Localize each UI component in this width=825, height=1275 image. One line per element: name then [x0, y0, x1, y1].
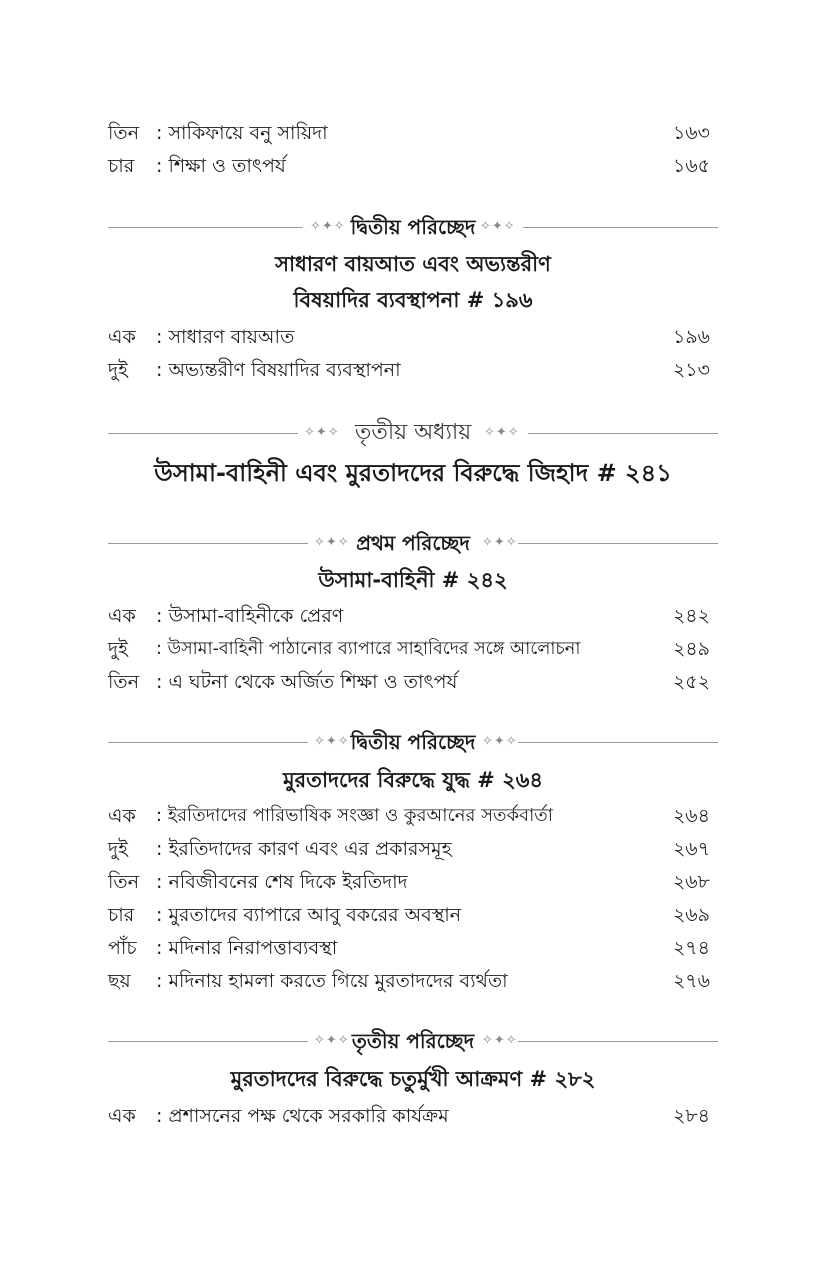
ornament-left: ✧✦✧	[314, 1033, 350, 1048]
entry-page: ১৬৩	[672, 122, 710, 144]
toc-entry	[108, 667, 710, 697]
ornament-right: ✧✦✧	[480, 219, 516, 234]
ornament-left: ✧✦✧	[310, 219, 346, 234]
ornament-right: ✧✦✧	[482, 1033, 518, 1048]
toc-entry	[108, 322, 710, 352]
entry-number: এক	[108, 605, 136, 627]
section-heading: বিষয়াদির ব্যবস্থাপনা # ১৯৬	[293, 288, 533, 312]
entry-number: চার	[108, 904, 135, 926]
entry-title: : এ ঘটনা থেকে অর্জিত শিক্ষা ও তাৎপর্য	[156, 671, 458, 693]
entry-title: : ইরতিদাদের কারণ এবং এর প্রকারসমূহ	[156, 838, 452, 860]
ornament-right: ✧✦✧	[484, 425, 520, 440]
ornament-left: ✧✦✧	[304, 425, 340, 440]
entry-page: ২৪২	[672, 605, 710, 627]
ornament-right: ✧✦✧	[482, 734, 518, 749]
entry-page: ২৮৪	[672, 1105, 710, 1127]
section-heading: উসামা-বাহিনী # ২৪২	[318, 568, 508, 592]
ornament-right: ✧✦✧	[482, 535, 518, 550]
entry-page: ২৬৮	[672, 871, 710, 893]
chapter-divider	[108, 416, 718, 450]
entry-page: ২৪৯	[672, 638, 710, 660]
entry-title: : শিক্ষা ও তাৎপর্য	[156, 155, 286, 177]
section-title: প্রথম পরিচ্ছেদ	[356, 531, 470, 555]
chapter-heading: উসামা-বাহিনী এবং মুরতাদদের বিরুদ্ধে জিহাদ # ২৪১	[154, 459, 672, 487]
entry-title: : উসামা-বাহিনীকে প্রেরণ	[156, 605, 344, 627]
toc-entry	[108, 933, 710, 963]
entry-title: : মদিনার নিরাপত্তাব্যবস্থা	[156, 937, 338, 959]
entry-number: দুই	[108, 638, 128, 660]
entry-number: তিন	[108, 671, 140, 693]
entry-page: ২৬৪	[672, 805, 710, 827]
toc-page	[108, 0, 718, 1275]
toc-entry	[108, 834, 710, 864]
entry-title: : অভ্যন্তরীণ বিষয়াদির ব্যবস্থাপনা	[156, 359, 401, 381]
entry-number: ছয়	[108, 970, 131, 992]
section-divider	[108, 1024, 718, 1058]
divider-line-right	[523, 227, 718, 228]
entry-page: ২১৩	[672, 359, 710, 381]
entry-title: : মদিনায় হামলা করতে গিয়ে মুরতাদদের ব্যর্থতা	[156, 970, 508, 992]
section-heading: সাধারণ বায়আত এবং অভ্যন্তরীণ	[275, 252, 551, 276]
entry-title: : সাধারণ বায়আত	[156, 326, 295, 348]
toc-entry	[108, 801, 710, 831]
divider-line-right	[518, 543, 718, 544]
entry-page: ২৭৬	[672, 970, 710, 992]
entry-number: দুই	[108, 838, 128, 860]
section-heading: মুরতাদদের বিরুদ্ধে যুদ্ধ # ২৬৪	[282, 768, 544, 792]
entry-page: ১৯৬	[672, 326, 710, 348]
section-title: দ্বিতীয় পরিচ্ছেদ	[350, 730, 476, 754]
entry-title: : প্রশাসনের পক্ষ থেকে সরকারি কার্যক্রম	[156, 1105, 449, 1127]
entry-number: এক	[108, 326, 136, 348]
divider-line-right	[518, 1041, 718, 1042]
section-heading: মুরতাদদের বিরুদ্ধে চতুর্মুখী আক্রমণ # ২৮২	[230, 1067, 596, 1091]
section-title: দ্বিতীয় পরিচ্ছেদ	[350, 215, 476, 239]
toc-entry	[108, 634, 710, 664]
entry-number: এক	[108, 1105, 136, 1127]
entry-page: ২৫২	[672, 671, 710, 693]
divider-line-right	[528, 433, 718, 434]
entry-title: : উসামা-বাহিনী পাঠানোর ব্যাপারে সাহাবিদের সঙ্গে আলোচনা	[156, 639, 581, 659]
entry-page: ২৬৯	[672, 904, 710, 926]
entry-number: তিন	[108, 871, 140, 893]
entry-title: : মুরতাদের ব্যাপারে আবু বকরের অবস্থান	[156, 904, 462, 926]
toc-entry	[108, 1101, 710, 1131]
ornament-left: ✧✦✧	[314, 734, 350, 749]
section-divider	[108, 725, 718, 759]
toc-entry	[108, 355, 710, 385]
toc-entry	[108, 601, 710, 631]
entry-title: : নবিজীবনের শেষ দিকে ইরতিদাদ	[156, 871, 408, 893]
entry-number: চার	[108, 155, 135, 177]
chapter-title: তৃতীয় অধ্যায়	[354, 420, 472, 445]
toc-entry	[108, 118, 710, 148]
entry-number: এক	[108, 805, 136, 827]
entry-number: তিন	[108, 122, 140, 144]
toc-entry	[108, 966, 710, 996]
entry-title: : সাকিফায়ে বনু সায়িদা	[156, 122, 328, 144]
entry-title: : ইরতিদাদের পারিভাষিক সংজ্ঞা ও কুরআনের সতর্কবার্তা	[156, 805, 554, 826]
section-divider	[108, 526, 718, 560]
toc-entry	[108, 900, 710, 930]
entry-number: দুই	[108, 359, 128, 381]
ornament-left: ✧✦✧	[314, 535, 350, 550]
toc-entry	[108, 151, 710, 181]
entry-page: ২৬৭	[672, 838, 710, 860]
entry-number: পাঁচ	[108, 937, 137, 959]
entry-page: ২৭৪	[672, 937, 710, 959]
toc-entry	[108, 867, 710, 897]
entry-page: ১৬৫	[672, 155, 710, 177]
section-title: তৃতীয় পরিচ্ছেদ	[351, 1029, 475, 1053]
divider-line-right	[518, 742, 718, 743]
section-divider	[108, 210, 718, 244]
